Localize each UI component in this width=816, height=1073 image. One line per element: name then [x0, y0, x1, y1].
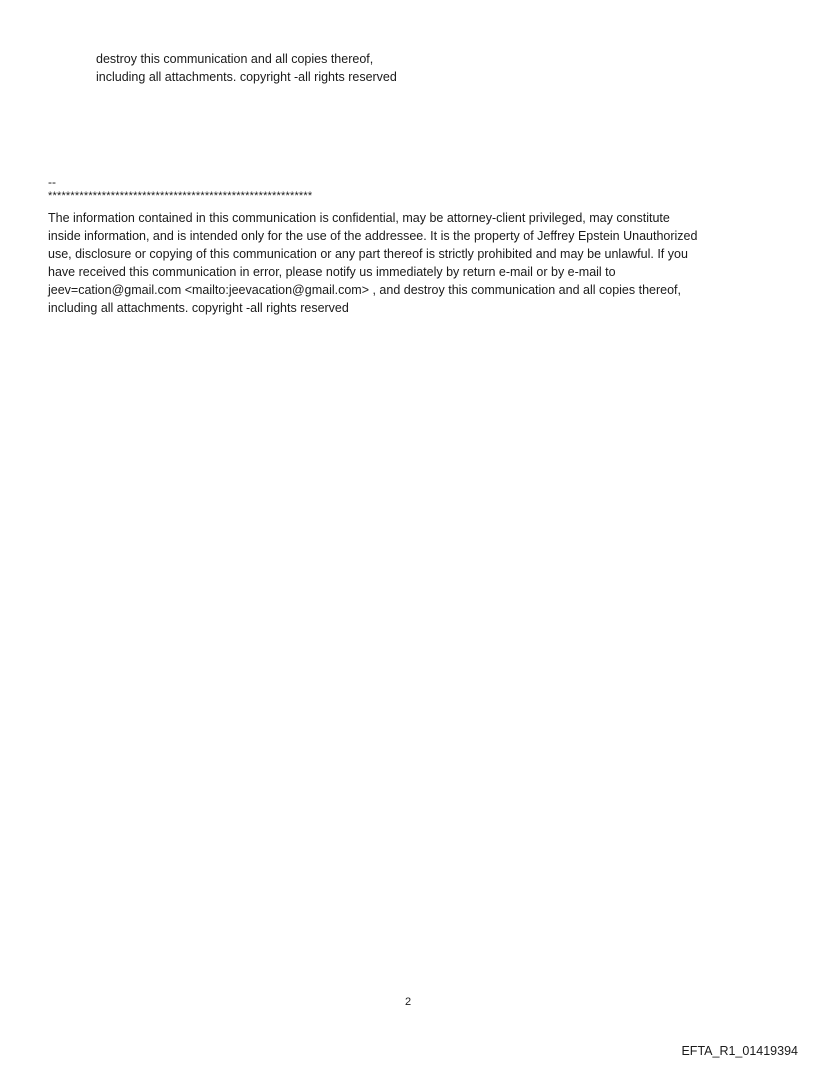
page-number: 2 — [404, 996, 412, 1008]
disclaimer-line: jeev=cation@gmail.com <mailto:jeevacation@gmail.com> , and destroy this communication and all copies thereof, — [48, 283, 681, 297]
quoted-disclaimer-fragment — [96, 50, 736, 86]
disclaimer-line: use, disclosure or copying of this communication or any part thereof is strictly prohibited and may be unlawful. If you — [48, 247, 688, 261]
asterisk-divider: *********************************************************** — [48, 190, 313, 202]
disclaimer-line: have received this communication in error, please notify us immediately by return e-mail or by e-mail to — [48, 265, 616, 279]
disclaimer-line: The information contained in this communication is confidential, may be attorney-client privileged, may constitute — [48, 211, 670, 225]
signature-separator: -- — [48, 175, 56, 189]
quoted-line: destroy this communication and all copies thereof, — [96, 52, 374, 66]
confidentiality-disclaimer — [48, 209, 778, 317]
document-id: EFTA_R1_01419394 — [681, 1044, 798, 1058]
quoted-line: including all attachments. copyright -all rights reserved — [96, 70, 397, 84]
disclaimer-line: inside information, and is intended only for the use of the addressee. It is the property of Jeffrey Epstein Unauthorized — [48, 229, 698, 243]
disclaimer-line: including all attachments. copyright -all rights reserved — [48, 301, 349, 315]
